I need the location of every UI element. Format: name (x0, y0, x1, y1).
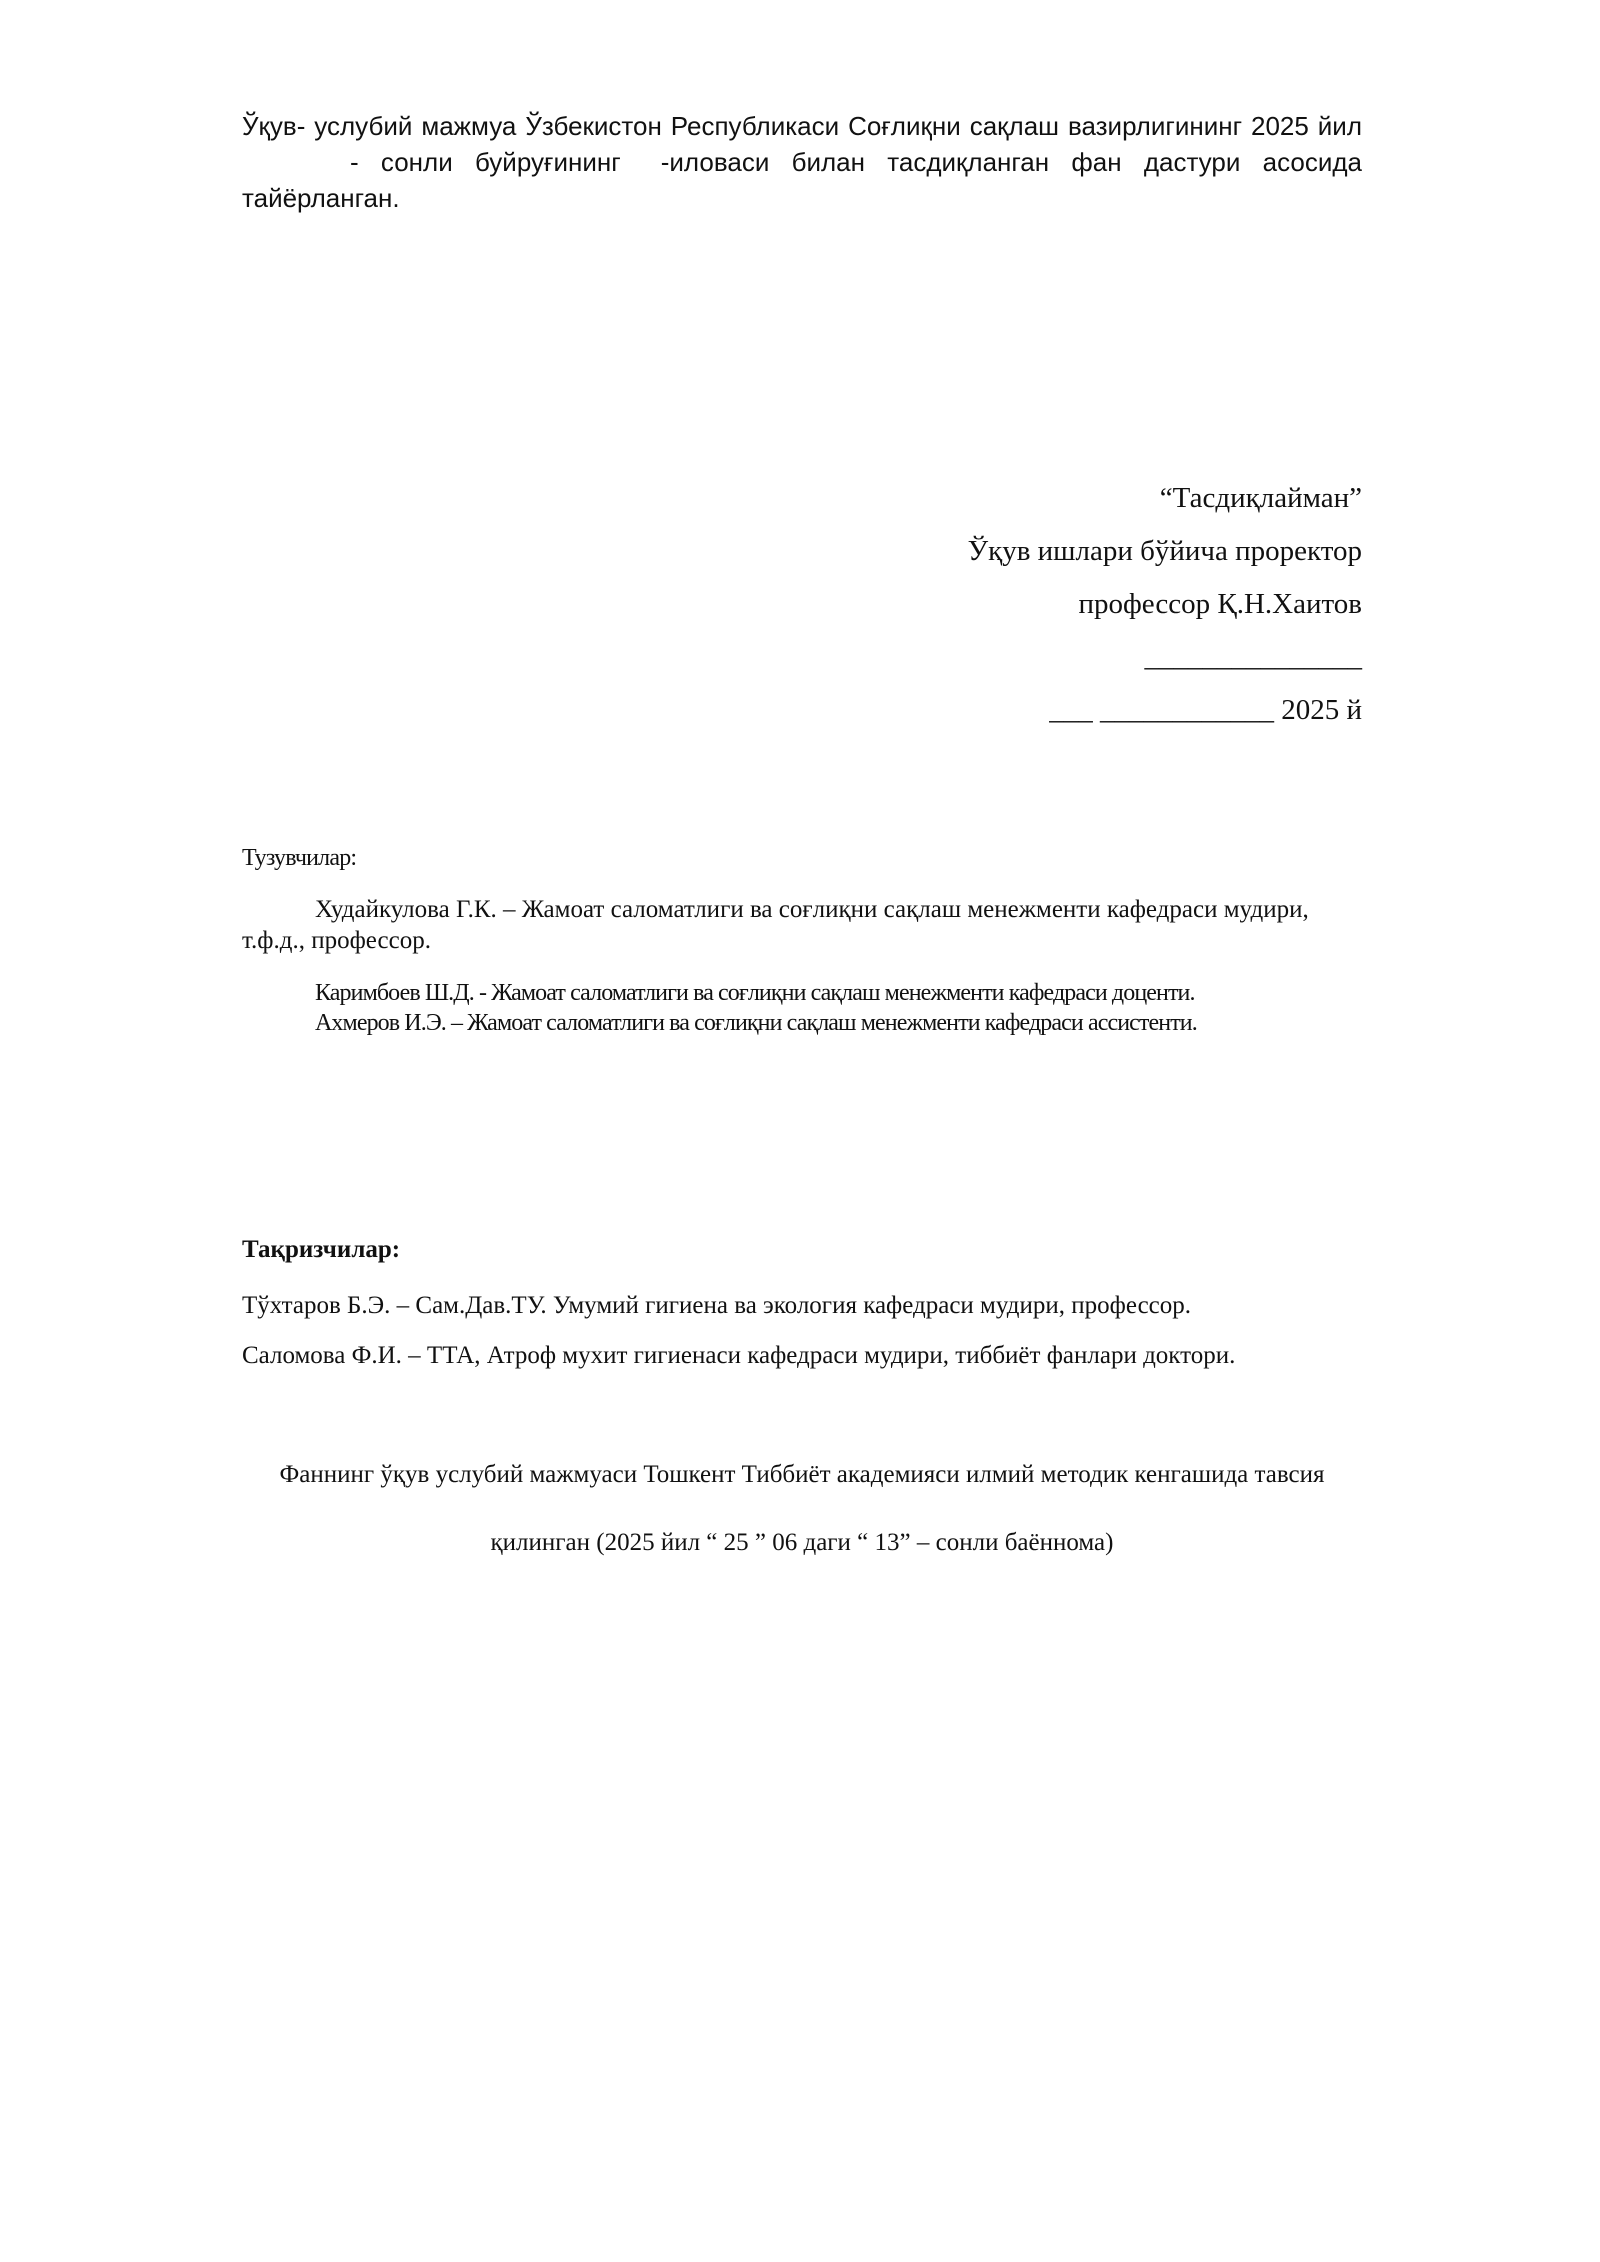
approval-position: Ўқув ишлари бўйича проректор (967, 535, 1362, 567)
compiler-text: Худайкулова Г.К. – Жамоат саломатлиги ва соғлиқни сақлаш менежменти кафедраси мудири, т.ф.д., профессор. (242, 896, 1309, 954)
compiler-item (242, 894, 1362, 956)
approval-signature-line: _______________ (1144, 641, 1362, 673)
council-recommendation-note (242, 1424, 1362, 1594)
reviewer-item: Тўхтаров Б.Э. – Сам.Дав.ТУ. Умумий гигиена ва экология кафедраси мудири, профессор. (242, 1292, 1192, 1319)
compiler-item: Каримбоев Ш.Д. - Жамоат саломатлиги ва соғлиқни сақлаш менежменти кафедраси доценти. (315, 980, 1195, 1006)
note-line-1: Фаннинг ўқув услубий мажмуаси Тошкент Тиббиёт академияси илмий методик кенгашида тавсия (279, 1461, 1325, 1488)
approval-heading: “Тасдиқлайман” (1159, 482, 1362, 514)
reviewer-item: Саломова Ф.И. – ТТА, Атроф мухит гигиенаси кафедраси мудири, тиббиёт фанлари доктори. (242, 1342, 1236, 1369)
compiler-list (315, 978, 1375, 1038)
intro-paragraph (242, 108, 1362, 216)
reviewers-title: Тақризчилар: (242, 1236, 401, 1263)
approval-name: профессор Қ.Н.Хаитов (1078, 588, 1362, 620)
intro-part-3: -иловаси билан тасдиқланган фан дастури асосида тайёрланган. (242, 147, 1362, 213)
approval-date-line: ___ ____________ 2025 й (1049, 694, 1362, 726)
approval-block (242, 472, 1362, 737)
intro-part-1: Ўқув- услубий мажмуа Ўзбекистон Республикаси Соғлиқни сақлаш вазирлигининг 2025 йил (242, 111, 1362, 141)
compilers-title: Тузувчилар: (242, 845, 357, 871)
note-line-2: қилинган (2025 йил “ 25 ” 06 даги “ 13” – сонли баённома) (490, 1529, 1114, 1556)
intro-part-2: - сонли буйруғининг (350, 147, 621, 177)
compiler-item: Ахмеров И.Э. – Жамоат саломатлиги ва соғлиқни сақлаш менежменти кафедраси ассистенти. (315, 1010, 1197, 1036)
